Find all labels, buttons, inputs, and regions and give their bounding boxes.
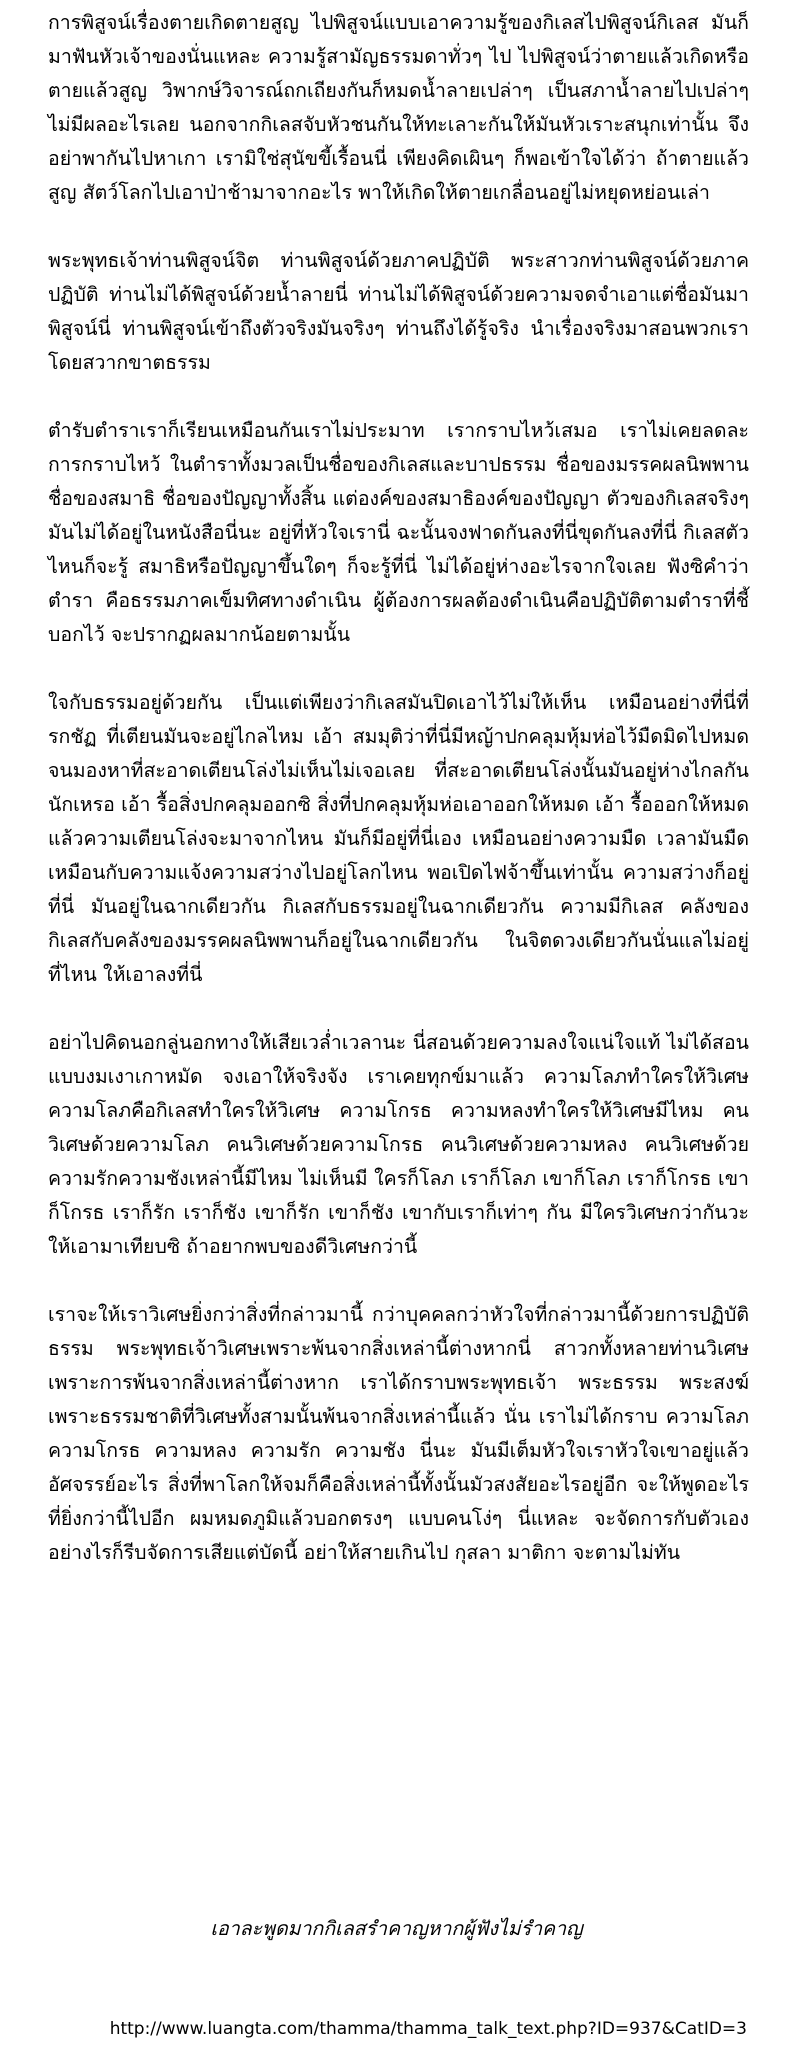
paragraph-1: การพิสูจน์เรื่องตายเกิดตายสูญ ไปพิสูจน์แบบเอาความรู้ของกิเลสไปพิสูจน์กิเลส มันก็มาฟันหัวเจ้าของนั่นแหละ ความรู้สามัญธรรมดาทั่วๆ ไป ไปพิสูจน์ว่าตายแล้วเกิดหรือตายแล้วสูญ วิพากษ์วิจารณ์ถกเถียงกันก็หมดน้ำลายเปล่าๆ เป็นสภาน้ำลายไปเปล่าๆ ไม่มีผลอะไรเลย นอกจากกิเลสจับหัวชนกันให้ทะเลาะกันให้มันหัวเราะสนุกเท่านั้น จึงอย่าพากันไปหาเกา เรามิใช่สุนัขขี้เรื้อนนี่ เพียงคิดเผินๆ ก็พอเข้าใจได้ว่า ถ้าตายแล้วสูญ สัตว์โลกไปเอาป่าช้ามาจากอะไร พาให้เกิดให้ตายเกลื่อนอยู่ไม่หยุดหย่อนเล่า [48, 11, 749, 204]
paragraph-5: อย่าไปคิดนอกลู่นอกทางให้เสียเวล่ำเวลานะ นี่สอนด้วยความลงใจแน่ใจแท้ ไม่ได้สอนแบบงมเงาเกาหมัด จงเอาให้จริงจัง เราเคยทุกข์มาแล้ว ความโลภทำใครให้วิเศษ ความโลภคือกิเลสทำใครให้วิเศษ ความโกรธ ความหลงทำใครให้วิเศษมีไหม คนวิเศษด้วยความโลภ คนวิเศษด้วยความโกรธ คนวิเศษด้วยความหลง คนวิเศษด้วยความรักความชังเหล่านี้มีไหม ไม่เห็นมี ใครก็โลภ เราก็โลภ เขาก็โลภ เราก็โกรธ เขาก็โกรธ เราก็รัก เราก็ชัง เขาก็รัก เขาก็ชัง เขากับเราก็เท่าๆ กัน มีใครวิเศษกว่ากันวะ ให้เอามาเทียบซิ ถ้าอยากพบของดีวิเศษกว่านี้ [48, 1031, 749, 1258]
source-url-link[interactable]: http://www.luangta.com/thamma/thamma_talk_text.php?ID=937&CatID=3 [109, 2019, 747, 2039]
paragraph-6: เราจะให้เราวิเศษยิ่งกว่าสิ่งที่กล่าวมานี้ กว่าบุคคลกว่าหัวใจที่กล่าวมานี้ด้วยการปฏิบัติธรรม พระพุทธเจ้าวิเศษเพราะพ้นจากสิ่งเหล่านี้ต่างหากนี่ สาวกทั้งหลายท่านวิเศษเพราะการพ้นจากสิ่งเหล่านี้ต่างหาก เราได้กราบพระพุทธเจ้า พระธรรม พระสงฆ์ เพราะธรรมชาติที่วิเศษทั้งสามนั้นพ้นจากสิ่งเหล่านี้แล้ว นั่น เราไม่ได้กราบ ความโลภ ความโกรธ ความหลง ความรัก ความชัง นี่นะ มันมีเต็มหัวใจเราหัวใจเขาอยู่แล้วอัศจรรย์อะไร สิ่งที่พาโลกให้จมก็คือสิ่งเหล่านี้ทั้งนั้นมัวสงสัยอะไรอยู่อีก จะให้พูดอะไรที่ยิ่งกว่านี้ไปอีก ผมหมดภูมิแล้วบอกตรงๆ แบบคนโง่ๆ นี่แหละ จะจัดการกับตัวเองอย่างไรก็รีบจัดการเสียแต่บัดนี้ อย่าให้สายเกินไป กุสลา มาติกา จะตามไม่ทัน [48, 1303, 749, 1564]
paragraph-4: ใจกับธรรมอยู่ด้วยกัน เป็นแต่เพียงว่ากิเลสมันปิดเอาไว้ไม่ให้เห็น เหมือนอย่างที่นี่ที่รกชัฏ ที่เตียนมันจะอยู่ไกลไหม เอ้า สมมุติว่าที่นี่มีหญ้าปกคลุมหุ้มห่อไว้มืดมิดไปหมด จนมองหาที่สะอาดเตียนโล่งไม่เห็นไม่เจอเลย ที่สะอาดเตียนโล่งนั้นมันอยู่ห่างไกลกันนักเหรอ เอ้า รื้อสิ่งปกคลุมออกซิ สิ่งที่ปกคลุมหุ้มห่อเอาออกให้หมด เอ้า รื้อออกให้หมด แล้วความเตียนโล่งจะมาจากไหน มันก็มีอยู่ที่นี่เอง เหมือนอย่างความมืด เวลามันมืดเหมือนกับความแจ้งความสว่างไปอยู่โลกไหน พอเปิดไฟจ้าขึ้นเท่านั้น ความสว่างก็อยู่ที่นี่ มันอยู่ในฉากเดียวกัน กิเลสกับธรรมอยู่ในฉากเดียวกัน ความมีกิเลส คลังของกิเลสกับคลังของมรรคผลนิพพานก็อยู่ในฉากเดียวกัน ในจิตดวงเดียวกันนั่นแลไม่อยู่ที่ไหน ให้เอาลงที่นี่ [48, 691, 749, 986]
paragraph-3: ตำรับตำราเราก็เรียนเหมือนกันเราไม่ประมาท เรากราบไหว้เสมอ เราไม่เคยลดละการกราบไหว้ ในตำราทั้งมวลเป็นชื่อของกิเลสและบาปธรรม ชื่อของมรรคผลนิพพาน ชื่อของสมาธิ ชื่อของปัญญาทั้งสิ้น แต่องค์ของสมาธิองค์ของปัญญา ตัวของกิเลสจริงๆ มันไม่ได้อยู่ในหนังสือนี่นะ อยู่ที่หัวใจเรานี่ ฉะนั้นจงฟาดกันลงที่นี่ขุดกันลงที่นี่ กิเลสตัวไหนก็จะรู้ สมาธิหรือปัญญาขึ้นใดๆ ก็จะรู้ที่นี่ ไม่ได้อยู่ห่างอะไรจากใจเลย ฟังซิคำว่าตำรา คือธรรมภาคเข็มทิศทางดำเนิน ผู้ต้องการผลต้องดำเนินคือปฏิบัติตามตำราที่ชี้บอกไว้ จะปรากฏผลมากน้อยตามนั้น [48, 419, 749, 646]
article-body [48, 6, 749, 1604]
paragraph-2: พระพุทธเจ้าท่านพิสูจน์จิต ท่านพิสูจน์ด้วยภาคปฏิบัติ พระสาวกท่านพิสูจน์ด้วยภาคปฏิบัติ ท่านไม่ได้พิสูจน์ด้วยน้ำลายนี่ ท่านไม่ได้พิสูจน์ด้วยความจดจำเอาแต่ชื่อมันมาพิสูจน์นี่ ท่านพิสูจน์เข้าถึงตัวจริงมันจริงๆ ท่านถึงได้รู้จริง นำเรื่องจริงมาสอนพวกเราโดยสวากขาตธรรม [48, 249, 749, 374]
closing-quote: เอาละพูดมากกิเลสรำคาญหากผู้ฟังไม่รำคาญ [210, 1917, 583, 1940]
